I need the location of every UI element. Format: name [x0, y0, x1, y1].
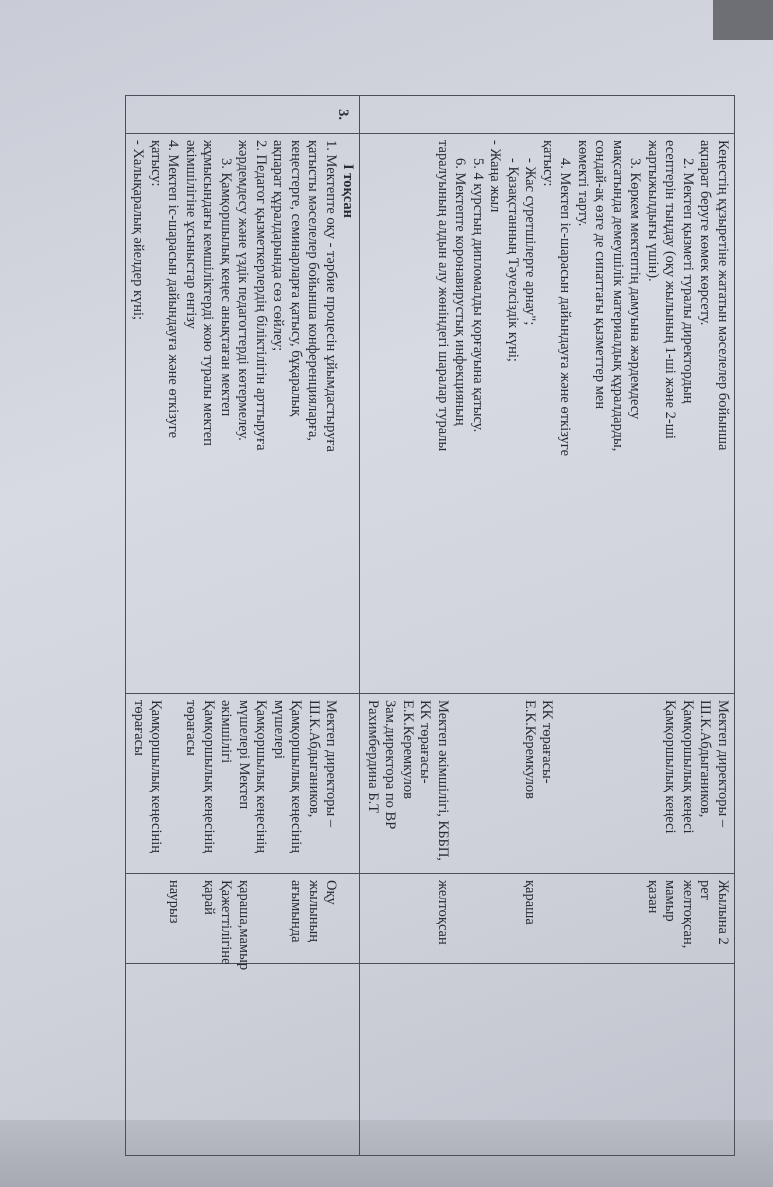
- activity-cell: [126, 134, 361, 694]
- responsible-line: мүшелері Мектеп әкімшілігі: [218, 700, 252, 810]
- responsible-line: Мектеп директоры –: [323, 700, 340, 828]
- activity-line: жәрдемдесу және үздік педагогтерді көтермелеу.: [235, 140, 252, 441]
- activity-line: жұмысындағы кемшіліктерді жою туралы мектеп: [200, 140, 217, 446]
- activity-line: - Жас суретшілерге арнау";: [522, 158, 539, 326]
- activity-line: көмекті тарту.: [575, 140, 591, 227]
- responsible-line: Мектеп директоры –: [715, 700, 731, 828]
- activity-line: 3. Көркем мектептің дамуына жәрдемдесу: [627, 158, 644, 420]
- responsible-line: төрағасы: [131, 700, 147, 756]
- plan-document: [35, 95, 735, 1155]
- activity-cell: [360, 134, 735, 694]
- activity-line: жартыжылдығы үшін).: [645, 140, 661, 282]
- table-row: [126, 96, 361, 1156]
- deadline-line: желтоқсан,: [680, 880, 696, 949]
- row-number: [360, 96, 735, 134]
- responsible-line: төрағасы: [183, 700, 200, 756]
- responsible-line: мүшелері: [271, 700, 287, 759]
- deadline-line: Оқу: [323, 880, 340, 905]
- note-cell: [360, 964, 735, 1156]
- responsible-line: Ш.К.Абдыгаников,: [697, 700, 714, 818]
- note-cell: [126, 964, 361, 1156]
- activity-line: сондай-ақ өзге де сипаттағы қызметтер мен: [592, 140, 609, 410]
- responsible-line: Қамқоршылық кеңесі: [680, 700, 696, 834]
- activity-line: ақпарат құралдарында сөз сөйлеу;: [270, 140, 287, 352]
- responsible-line: Қамқоршылық кеңесінің: [288, 700, 305, 854]
- deadline-line: қазан: [645, 880, 661, 914]
- activity-line: 4. Мектеп іс-шарасын дайындауға және өткізуге: [165, 140, 182, 439]
- deadline-line: [270, 880, 288, 957]
- activity-line: қатысу:: [540, 140, 556, 187]
- responsible-line: [165, 700, 183, 867]
- deadline-line: [503, 880, 521, 957]
- activity-line: 6. Мектепте коронавирустық инфекцияның: [452, 158, 469, 426]
- deadline-line: мамыр: [662, 880, 679, 922]
- quarter-heading: І тоқсан: [340, 164, 357, 219]
- responsible-line: Қамқоршылық кеңесі: [662, 700, 679, 834]
- responsible-line: Қамқоршылық кеңесінің: [148, 700, 165, 854]
- responsible-line: КК төрағасы-Е.К.Керемкулов: [400, 700, 434, 799]
- activity-line: әкімшілігіне ұсыныстар енгізу: [183, 140, 199, 329]
- responsible-line: Қамқоршылық кеңесінің: [201, 700, 217, 854]
- activity-line: - Халықаралық әйелдер күні;: [130, 140, 147, 321]
- responsible-line: Қамқоршылық кеңесінің: [253, 700, 270, 854]
- activity-line: - Жаңа жыл: [487, 140, 504, 213]
- deadline-line: Жылына 2 рет: [697, 880, 731, 945]
- responsible-line: Зам.директора по ВР: [382, 700, 399, 830]
- activity-line: таралуының алдын алу жөніндегі шаралар туралы: [435, 140, 451, 452]
- responsible-line: [644, 700, 662, 867]
- activity-line: 1. Мектепте оқу - тәрбие процесін ұйымдастыруға: [323, 140, 339, 452]
- deadline-line: [182, 880, 200, 957]
- activity-line: ақпарат беруге көмек көрсету.: [697, 140, 714, 326]
- responsible-cell: [126, 694, 361, 874]
- responsible-line: [503, 700, 521, 867]
- activity-line: қатысу:: [148, 140, 164, 187]
- deadline-line: ағымында: [288, 880, 305, 943]
- deadline-cell: [126, 874, 361, 971]
- activity-line: кеңестерге, семинарларға қатысу, бұқаралық: [288, 140, 304, 417]
- deadline-line: [626, 880, 644, 957]
- plan-table: [125, 95, 735, 1156]
- deadline-line: қараша: [522, 880, 538, 925]
- deadline-line: Қажеттілігіне: [218, 880, 235, 965]
- deadline-line: қараша,мамыр: [236, 880, 252, 971]
- activity-line: 3. Қамқоршылық кеңес анықтаған мектеп: [218, 158, 234, 417]
- activity-line: 2. Мектеп қызметі туралы директордың: [680, 158, 696, 404]
- background-corner: [713, 0, 773, 40]
- deadline-line: қарай: [201, 880, 217, 915]
- activity-line: 4. Мектеп іс-шарасын дайындауға және өткізуге: [557, 158, 574, 457]
- activity-line: есептерін тыңдау (оқу жылының 1-ші және 2-ші: [662, 140, 679, 439]
- table-row: [360, 96, 735, 1156]
- deadline-line: желтоқсан: [435, 880, 451, 945]
- responsible-line: КК төрағасы-Е.К.Керемкулов: [522, 700, 556, 799]
- activity-line: - Қазақстанның Тәуелсіздік күні;: [505, 158, 521, 362]
- activity-line: 2. Педагог қызметкерлердің біліктілігін арттыруға: [253, 140, 269, 451]
- activity-line: Кеңестің құзыретіне жататын мәселелер бойынша: [715, 140, 731, 451]
- activity-line: мақсатында демеушілік материалдық құралдарды,: [610, 140, 626, 452]
- deadline-line: наурыз: [166, 880, 182, 924]
- responsible-line: Рахимбердина Б.Т: [365, 700, 381, 814]
- responsible-line: Ш.К.Абдыгаников,: [306, 700, 322, 818]
- deadline-line: жылының: [306, 880, 322, 943]
- activity-line: қатысты мәселелер бойынша конференцияларға,: [305, 140, 322, 442]
- deadline-cell: [360, 874, 735, 964]
- responsible-line: Мектеп әкімшілігі, КББП,: [435, 700, 451, 861]
- activity-line: 5. 4 курстың дипломалды қорғауына қатысу.: [470, 158, 486, 433]
- deadline-line: [252, 880, 270, 957]
- row-number: 3.: [126, 96, 361, 134]
- responsible-cell: [360, 694, 735, 874]
